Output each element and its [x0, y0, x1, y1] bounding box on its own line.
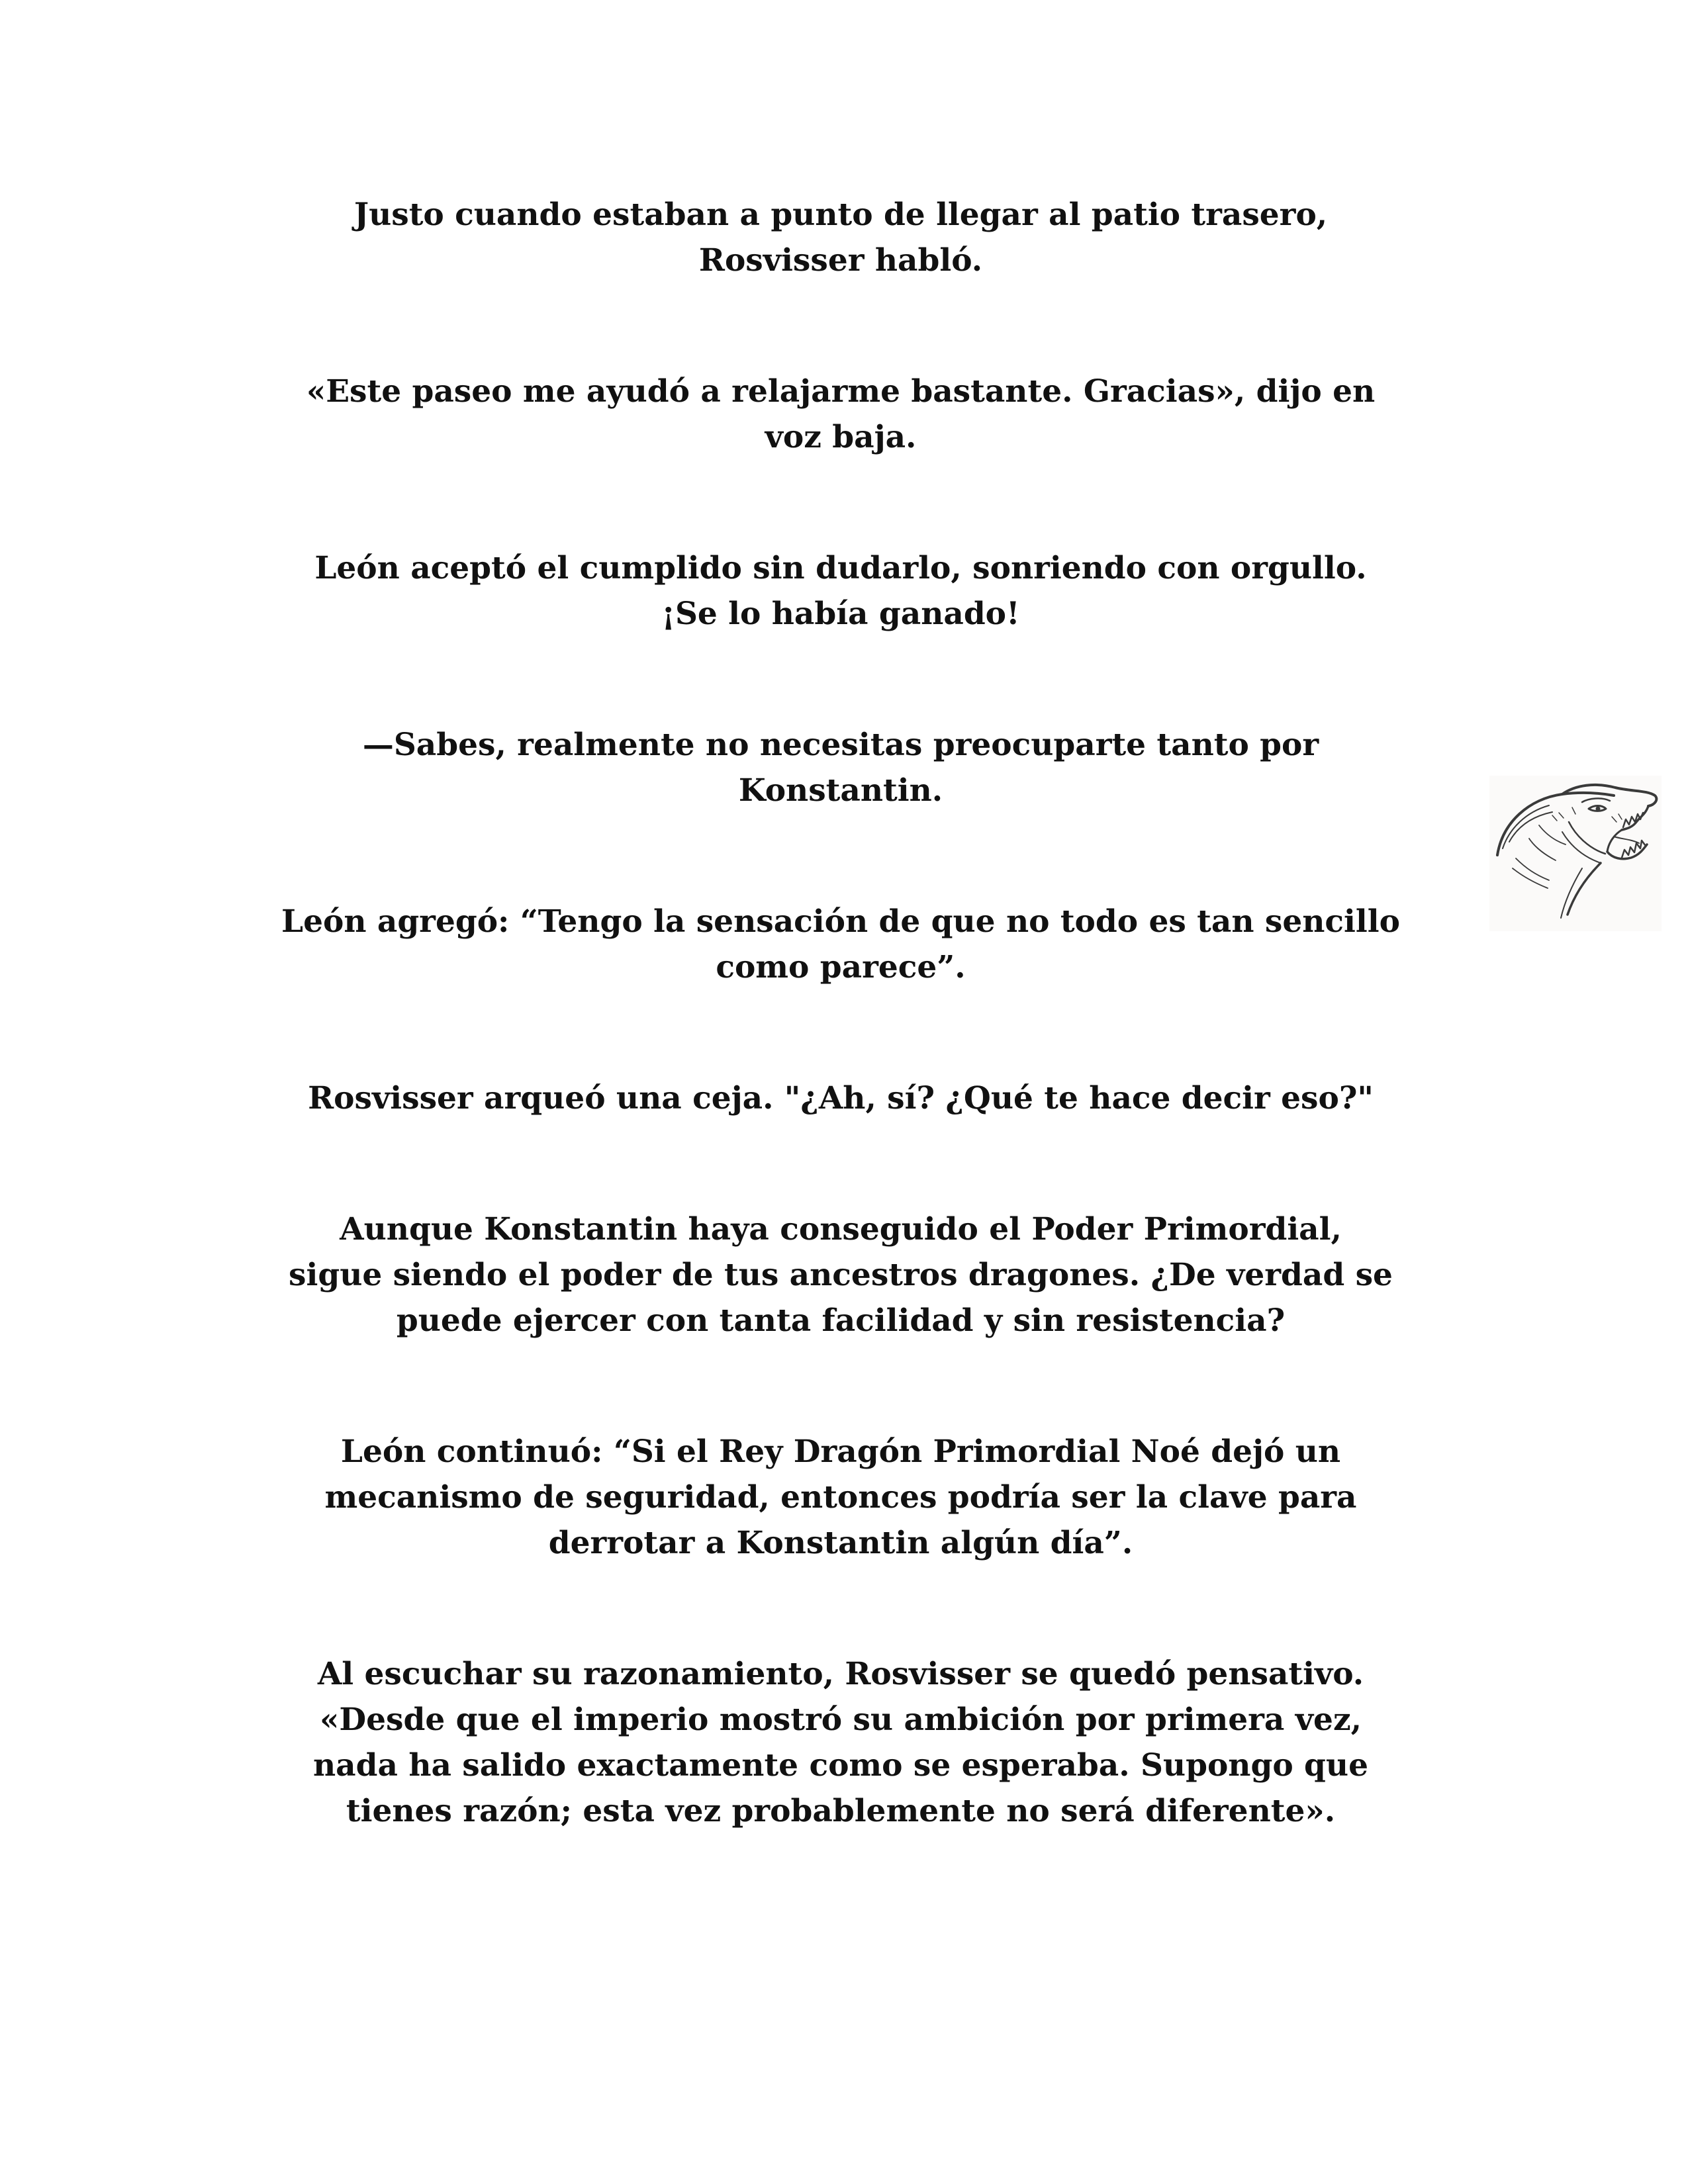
paragraph-line: voz baja.	[765, 419, 917, 455]
paragraph-line: mecanismo de seguridad, entonces podría ser la clave para	[324, 1479, 1357, 1516]
paragraph-line: «Este paseo me ayudó a relajarme bastante. Gracias», dijo en	[306, 373, 1376, 410]
paragraph-line: nada ha salido exactamente como se esperaba. Supongo que	[313, 1747, 1368, 1784]
paragraph-line: «Desde que el imperio mostró su ambición por primera vez,	[320, 1702, 1362, 1738]
paragraph-3	[225, 545, 1456, 637]
paragraph-line: Justo cuando estaban a punto de llegar al patio trasero,	[353, 197, 1328, 233]
paragraph-line: puede ejercer con tanta facilidad y sin resistencia?	[396, 1302, 1286, 1339]
paragraph-line: tienes razón; esta vez probablemente no será diferente».	[346, 1793, 1336, 1829]
story-text	[225, 192, 1456, 1919]
paragraph-line: Rosvisser habló.	[698, 242, 983, 279]
paragraph-line: Rosvisser arqueó una ceja. "¿Ah, sí? ¿Qué te hace decir eso?"	[308, 1080, 1374, 1116]
paragraph-line: León continuó: “Si el Rey Dragón Primordial Noé dejó un	[340, 1433, 1341, 1470]
paragraph-8	[225, 1429, 1456, 1566]
paragraph-line: León aceptó el cumplido sin dudarlo, sonriendo con orgullo.	[314, 550, 1367, 586]
paragraph-7	[225, 1206, 1456, 1343]
paragraph-line: sigue siendo el poder de tus ancestros dragones. ¿De verdad se	[289, 1257, 1393, 1293]
paragraph-4	[225, 722, 1456, 813]
paragraph-line: Aunque Konstantin haya conseguido el Poder Primordial,	[340, 1211, 1342, 1248]
paragraph-line: Al escuchar su razonamiento, Rosvisser se quedó pensativo.	[317, 1656, 1364, 1692]
paragraph-9	[225, 1651, 1456, 1834]
paragraph-5	[225, 899, 1456, 990]
paragraph-6	[225, 1075, 1456, 1121]
paragraph-line: derrotar a Konstantin algún día”.	[548, 1525, 1133, 1561]
paragraph-2	[225, 369, 1456, 460]
dinosaur-head-sketch-icon	[1489, 776, 1662, 931]
paragraph-line: ¡Se lo había ganado!	[661, 596, 1020, 632]
paragraph-line: como parece”.	[716, 949, 966, 985]
paragraph-line: León agregó: “Tengo la sensación de que no todo es tan sencillo	[281, 903, 1400, 940]
paragraph-line: —Sabes, realmente no necesitas preocuparte tanto por	[362, 727, 1319, 763]
paragraph-line: Konstantin.	[738, 772, 943, 809]
paragraph-1	[225, 192, 1456, 283]
